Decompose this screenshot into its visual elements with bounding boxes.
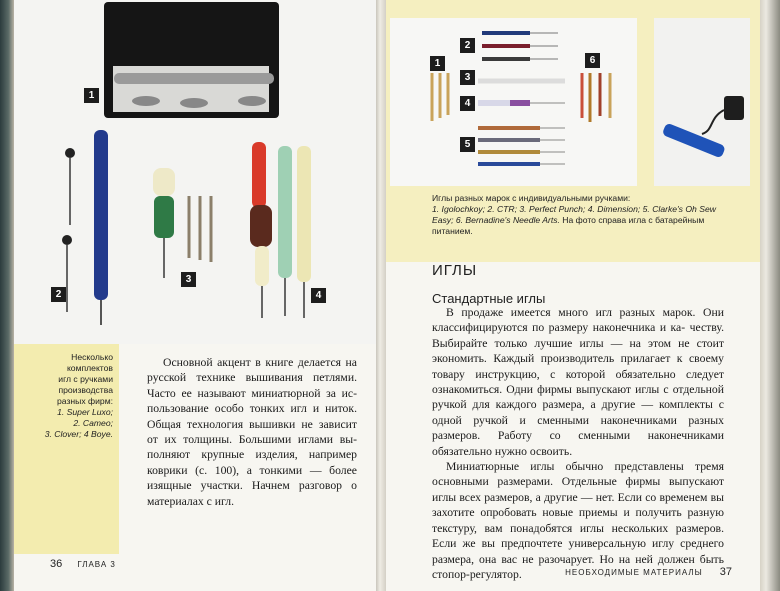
- body-line: Часто ее называют миниатюрной за ис-: [147, 386, 357, 400]
- body-line: В продаже имеется много игл разных марок. Они: [446, 306, 724, 319]
- body-line: разных размеров. Работу со сменными наконечниками: [432, 413, 724, 443]
- left-caption: [14, 344, 119, 554]
- boye-handle-cream: [297, 146, 311, 282]
- cameo-tip-1: [65, 148, 75, 158]
- boye-grip: [250, 205, 272, 247]
- body-line: не стоит экономить. Каждый производитель прилагает: [432, 336, 724, 366]
- luxo-handle: [114, 73, 274, 84]
- body-line: материалах с игл.: [147, 494, 234, 508]
- body-line: Если же вы предпочтете универсальную иглу среднего: [432, 537, 724, 551]
- right-page: [386, 0, 760, 591]
- boye-base: [255, 246, 269, 286]
- caption-line: 3. Clover; 4 Boye.: [44, 429, 113, 439]
- body-line: захотите опробовать новые приемы и получить разную: [432, 506, 724, 520]
- caption-line: [432, 193, 732, 204]
- body-line: размера, она вас не разочарует. Но на ней должен быть: [432, 552, 724, 566]
- clarke-needles: [478, 128, 565, 164]
- right-folio: [565, 566, 732, 578]
- boye-handle-red: [252, 142, 266, 208]
- body-line: основными размерами. Отдельные фирмы выпускают: [432, 475, 724, 489]
- body-line: от их толщины. Большими иглами вы-: [147, 433, 357, 447]
- luxo-tip-1: [132, 96, 160, 106]
- photo-label-4: 4: [311, 288, 326, 303]
- page-number-left: 36: [50, 558, 63, 570]
- photo-label-3: 3: [181, 272, 196, 287]
- left-body-text: [147, 355, 357, 509]
- body-line: обязательно нужно освоить.: [432, 444, 573, 458]
- section-heading: ИГЛЫ: [432, 262, 478, 279]
- left-folio: [50, 558, 116, 570]
- body-line: с отдельной ручкой для каждого размера, а другие —: [432, 383, 724, 412]
- bernadine-needles: [582, 73, 610, 122]
- caption-segment: На фото справа игла с батарейным: [559, 215, 705, 225]
- clover-handle: [154, 196, 174, 238]
- battery-needle-photo: [654, 18, 750, 186]
- caption-line: разных фирм:: [57, 396, 113, 406]
- body-line: комплекты с одной ручкой и сменными наконечниками: [432, 398, 724, 427]
- body-line: Миниатюрные иглы обычно представлены тремя: [446, 460, 724, 474]
- body-line: русской технике вышивания петлями.: [147, 371, 357, 385]
- ctr-needles: [482, 33, 558, 59]
- paragraph-1: [432, 305, 724, 459]
- paragraph-2: [432, 459, 724, 582]
- body-line: следует ознакомиться. Одни фирмы выпускают иглы: [432, 367, 724, 397]
- body-line: стопор-регулятор.: [432, 567, 522, 581]
- left-caption-text: [18, 352, 113, 440]
- caption-line: Несколько: [71, 352, 113, 362]
- caption-segment: питанием.: [432, 226, 473, 236]
- body-line: текстуру, вам понадобятся иглы нескольких размеров.: [432, 521, 724, 535]
- caption-line: 2. Cameo;: [73, 418, 113, 428]
- running-head-right: НЕОБХОДИМЫЕ МАТЕРИАЛЫ: [565, 568, 703, 577]
- photo-label-2: 2: [51, 287, 66, 302]
- luxo-tip-2: [180, 98, 208, 108]
- caption-line: [432, 215, 732, 226]
- needle-sets-photo: [14, 0, 376, 344]
- book-edge-right: [760, 0, 780, 591]
- book-spine: [376, 0, 386, 591]
- body-line: Основной акцент в книге делается на: [163, 356, 357, 369]
- right-caption: [432, 193, 732, 237]
- body-line: к своему товару инструкцию, с которой обязательно: [432, 352, 724, 381]
- caption-segment: Иглы разных марок с индивидуальными ручками:: [432, 193, 631, 203]
- running-head-left: ГЛАВА 3: [77, 560, 116, 569]
- cameo-handle: [94, 130, 108, 300]
- caption-line: [432, 226, 732, 237]
- body-line: Общая технология вышивки не зависит: [147, 417, 357, 431]
- caption-line: комплектов: [66, 363, 113, 373]
- book-edge-left: [0, 0, 14, 591]
- battery-adapter: [724, 96, 744, 120]
- page-number-right: 37: [719, 566, 732, 578]
- body-line: пользование особо тонких игл и ниток.: [147, 402, 357, 416]
- photo-label-r3: 3: [460, 70, 475, 85]
- left-page: [14, 0, 376, 591]
- caption-line: 1. Super Luxo;: [57, 407, 113, 417]
- caption-segment: Easy; 6. Bernadine's Needle Arts.: [432, 215, 560, 225]
- battery-needle-body: [662, 122, 726, 158]
- photo-label-1: 1: [84, 88, 99, 103]
- clover-cap: [153, 168, 175, 196]
- photo-label-r6: 6: [585, 53, 600, 68]
- body-line: честву. Выбирайте только лучшие иглы — на этом: [432, 321, 724, 350]
- body-line: коврики (с. 100), а тонкими — более: [147, 463, 357, 477]
- body-line: изящные участки. Начнем разговор о: [147, 479, 357, 493]
- subsection-heading: Стандартные иглы: [432, 291, 546, 306]
- body-line: полняют крупные изделия, например: [147, 448, 357, 462]
- boye-handle-green: [278, 146, 292, 278]
- igolochkoy-needles: [432, 73, 448, 121]
- photo-label-r4: 4: [460, 96, 475, 111]
- cameo-tip-2: [62, 235, 72, 245]
- photo-label-r1: 1: [430, 56, 445, 71]
- luxo-tip-3: [238, 96, 266, 106]
- power-cord: [702, 110, 724, 134]
- caption-line: игл с ручками: [58, 374, 113, 384]
- caption-line: производства: [58, 385, 113, 395]
- photo-label-r5: 5: [460, 137, 475, 152]
- battery-needle-illustration: [654, 18, 750, 186]
- photo-label-r2: 2: [460, 38, 475, 53]
- left-paragraph: [147, 355, 357, 509]
- branded-needles-photo: [390, 18, 637, 186]
- right-body-text: [432, 305, 724, 582]
- caption-line: [432, 204, 732, 215]
- branded-needles-illustration: [390, 18, 637, 186]
- body-line: классифицируются по размеру наконечника и ка-: [432, 321, 690, 335]
- body-line: иглы всех размеров, а другие — нет. Если со временем вы: [432, 490, 724, 504]
- caption-segment: 1. Igolochkoy; 2. CTR; 3. Perfect Punch; 4. Dimension; 5. Clarke's Oh Sew: [432, 204, 716, 214]
